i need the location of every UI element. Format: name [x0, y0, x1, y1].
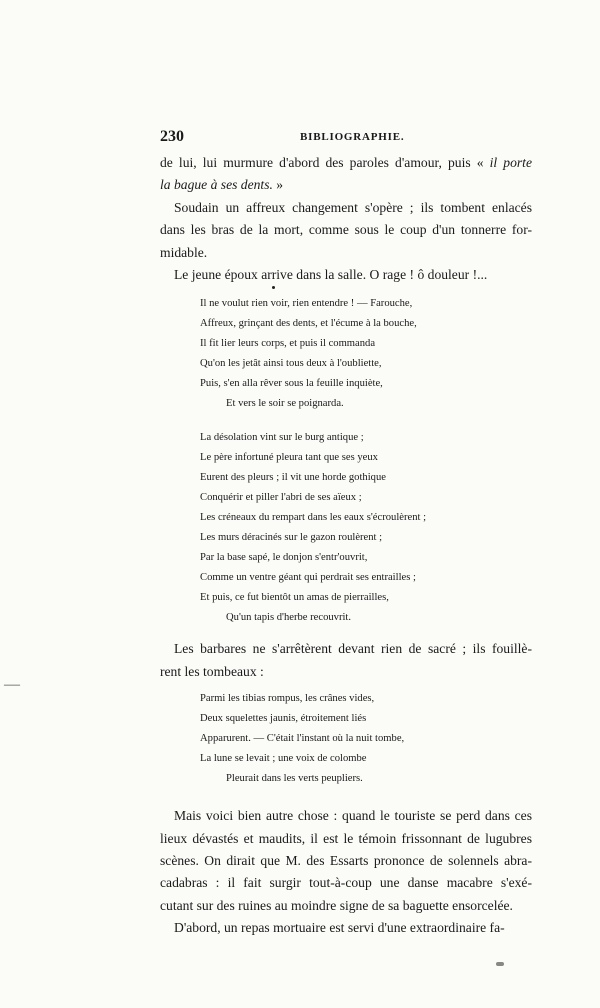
running-head	[160, 128, 530, 150]
verse-line: Qu'on les jetât ainsi tous deux à l'oubliette,	[200, 358, 382, 370]
text-line: midable.	[160, 244, 208, 260]
verse-stanza-3	[200, 689, 532, 789]
text-line: Mais voici bien autre chose : quand le touriste se perd dans ces	[174, 808, 532, 824]
text-line: Les barbares ne s'arrêtèrent devant rien de sacré ; ils fouillè-	[174, 641, 532, 657]
paragraph-4	[160, 638, 532, 683]
text-line: Soudain un affreux changement s'opère ; ils tombent enlacés	[174, 199, 532, 215]
text-line: cadabras : il fait surgir tout-à-coup une danse macabre s'exé-	[160, 875, 532, 891]
verse-line: Comme un ventre géant qui perdrait ses entrailles ;	[200, 572, 416, 584]
printer-dot	[272, 286, 275, 289]
verse-stanza-2	[200, 428, 532, 628]
text-line: dans les bras de la mort, comme sous le coup d'un tonnerre for-	[160, 222, 532, 238]
ink-speck	[496, 962, 504, 966]
verse-line: Les créneaux du rempart dans les eaux s'écroulèrent ;	[200, 512, 427, 524]
verse-line: Et puis, ce fut bientôt un amas de pierrailles,	[200, 592, 389, 604]
margin-mark: ―	[4, 676, 20, 693]
verse-line: La désolation vint sur le burg antique ;	[200, 432, 364, 444]
verse-stanza-1	[200, 294, 532, 414]
verse-line: Puis, s'en alla rêver sous la feuille inquiète,	[200, 378, 383, 390]
paragraph-6: D'abord, un repas mortuaire est servi d'une extraordinaire fa-	[174, 920, 505, 936]
ornament	[160, 286, 532, 294]
text-line: la bague à ses dents. »	[160, 177, 284, 193]
paragraph-3: Le jeune époux arrive dans la salle. O rage ! ô douleur !...	[174, 267, 488, 283]
text-line: scènes. On dirait que M. des Essarts prononce de solennels abra-	[160, 853, 532, 869]
paragraph-2	[160, 197, 532, 264]
verse-line: Pleurait dans les verts peupliers.	[226, 773, 363, 785]
verse-line: La lune se levait ; une voix de colombe	[200, 753, 367, 765]
body-text	[160, 152, 532, 940]
verse-line: Affreux, grinçant des dents, et l'écume à la bouche,	[200, 318, 417, 330]
verse-line: Il fit lier leurs corps, et puis il commanda	[200, 338, 376, 350]
verse-line: Apparurent. — C'était l'instant où la nuit tombe,	[200, 733, 405, 745]
paragraph-5	[160, 805, 532, 917]
text-line: rent les tombeaux :	[160, 663, 264, 679]
verse-line: Par la base sapé, le donjon s'entr'ouvrit,	[200, 552, 368, 564]
running-title: BIBLIOGRAPHIE.	[300, 131, 405, 143]
text-line: de lui, lui murmure d'abord des paroles d'amour, puis « il porte	[160, 155, 532, 170]
verse-line: Eurent des pleurs ; il vit une horde gothique	[200, 472, 386, 484]
verse-line: Conquérir et piller l'abri de ses aïeux ;	[200, 492, 362, 504]
text-line: lieux dévastés et maudits, il est le témoin frissonnant de lugubres	[160, 830, 532, 846]
text-line: cutant sur des ruines au moindre signe de sa baguette ensorcelée.	[160, 897, 513, 913]
verse-line: Qu'un tapis d'herbe recouvrit.	[226, 612, 352, 624]
verse-line: Le père infortuné pleura tant que ses yeux	[200, 452, 378, 464]
verse-line: Il ne voulut rien voir, rien entendre ! — Farouche,	[200, 298, 413, 310]
paragraph-1	[160, 152, 532, 197]
verse-line: Parmi les tibias rompus, les crânes vides,	[200, 693, 375, 705]
verse-line: Deux squelettes jaunis, étroitement liés	[200, 713, 367, 725]
verse-line: Les murs déracinés sur le gazon roulèrent ;	[200, 532, 383, 544]
page-number: 230	[160, 128, 184, 145]
verse-line: Et vers le soir se poignarda.	[226, 398, 344, 410]
